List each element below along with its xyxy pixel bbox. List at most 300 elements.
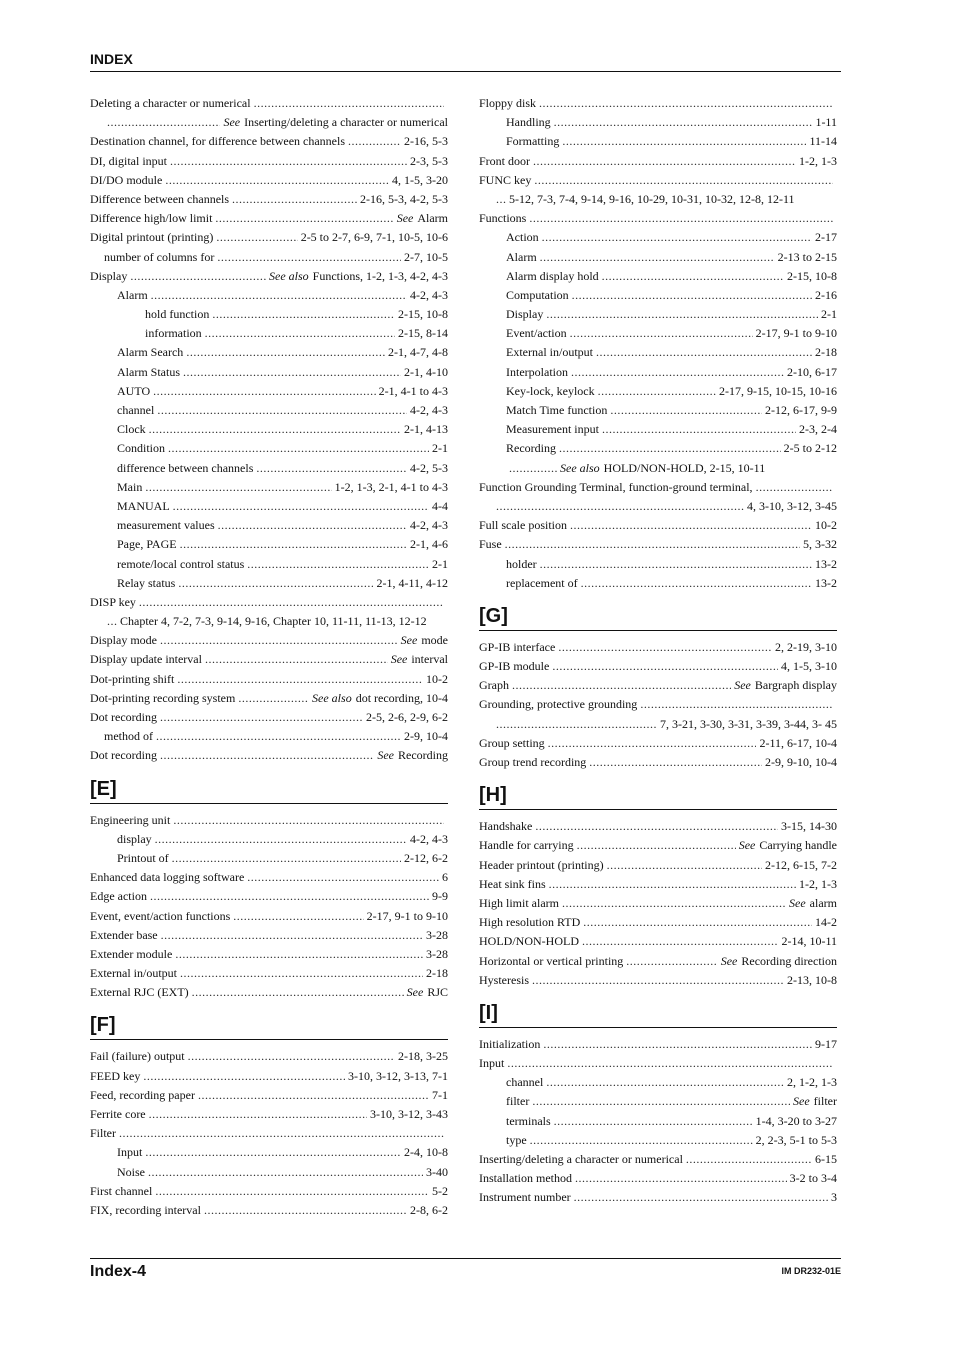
- index-entry: [479, 190, 837, 209]
- index-term: Formatting: [506, 134, 560, 149]
- index-entry: [479, 420, 837, 439]
- index-term: Display mode: [90, 633, 157, 648]
- page-references: 4-2, 4-3: [410, 287, 448, 302]
- index-section-heading: [479, 593, 837, 633]
- page-references: 2-12, 6-17, 9-9: [765, 403, 837, 417]
- page-references: RJC: [427, 985, 448, 1000]
- index-entry: [90, 1124, 448, 1143]
- index-term: Difference between channels: [90, 191, 230, 206]
- page-references: 10-2: [815, 518, 837, 533]
- index-term: Page, PAGE: [117, 537, 177, 552]
- leader-dots: [143, 1067, 345, 1086]
- leader-dots: [247, 555, 429, 574]
- leader-dots: [558, 638, 772, 657]
- index-entry: [90, 228, 448, 247]
- index-term: Alarm display hold: [506, 268, 599, 283]
- index-entry: [479, 459, 837, 478]
- page-references: 2-1: [432, 441, 448, 456]
- index-term: Heat sink fins: [479, 876, 546, 891]
- index-column-right: [479, 94, 837, 1208]
- page-references: Recording direction: [741, 953, 837, 968]
- page-references: 2-17, 9-1 to 9-10: [755, 326, 837, 341]
- index-entry: [479, 535, 837, 554]
- leader-dots: [168, 439, 429, 458]
- leader-dots: [216, 228, 297, 247]
- leader-dots: [180, 535, 407, 554]
- leader-dots: [626, 952, 717, 971]
- leader-dots: [507, 1054, 833, 1073]
- index-term: display: [117, 831, 152, 846]
- leader-dots: [602, 267, 784, 286]
- leader-dots: [215, 209, 393, 228]
- leader-dots: [582, 932, 778, 951]
- index-entry: [479, 209, 837, 228]
- leader-dots: [198, 1086, 429, 1105]
- index-term: Interpolation: [506, 364, 568, 379]
- index-term: Match Time function: [506, 403, 608, 417]
- leader-dots: [532, 1092, 790, 1111]
- index-entry: [90, 907, 448, 926]
- leader-dots: [509, 459, 557, 478]
- index-entry: [90, 132, 448, 151]
- page-references: 4-2, 5-3: [410, 460, 448, 475]
- section-letter: [E]: [90, 777, 117, 800]
- leader-dots: [212, 305, 395, 324]
- index-term: Input: [117, 1145, 143, 1160]
- index-term: Key-lock, keylock: [506, 383, 595, 398]
- index-term: HOLD/NON-HOLD: [479, 934, 579, 949]
- index-term: Filter: [90, 1126, 116, 1141]
- index-term: remote/local control status: [117, 556, 245, 571]
- leader-dots: [107, 113, 220, 132]
- leader-dots: [130, 267, 266, 286]
- index-entry: [90, 631, 448, 650]
- index-term: Condition: [117, 441, 166, 456]
- index-entry: [479, 657, 837, 676]
- see-reference: See: [400, 633, 418, 648]
- index-entry: [479, 248, 837, 267]
- index-term: Handshake: [479, 819, 533, 834]
- page-references: 2-17, 9-15, 10-15, 10-16: [719, 383, 837, 398]
- see-reference: See also: [269, 268, 309, 283]
- index-term: Destination channel, for difference between channels: [90, 134, 345, 149]
- page-references: 5-12, 7-3, 7-4, 9-14, 9-16, 10-29, 10-31, 10-32, 12-8, 12-11: [509, 191, 795, 206]
- index-term: Functions: [479, 211, 527, 226]
- index-entry: [90, 1201, 448, 1220]
- leader-dots: [529, 209, 833, 228]
- index-term: High resolution RTD: [479, 915, 581, 930]
- see-reference: See: [793, 1094, 810, 1109]
- leader-dots: [562, 894, 786, 913]
- index-term: DI, digital input: [90, 153, 167, 168]
- index-entry: [479, 497, 837, 516]
- leader-dots: [559, 439, 781, 458]
- page-references: Functions, 1-2, 1-3, 4-2, 4-3: [312, 268, 448, 283]
- index-entry: [90, 171, 448, 190]
- index-term: FIX, recording interval: [90, 1202, 201, 1217]
- page-references: dot recording, 10-4: [355, 690, 448, 705]
- index-entry: [90, 945, 448, 964]
- page-references: 4, 1-5, 3-20: [392, 172, 448, 187]
- page-references: 2-15, 10-8: [787, 268, 837, 283]
- index-entry: [90, 1067, 448, 1086]
- leader-dots: [254, 94, 444, 113]
- leader-dots: [233, 907, 363, 926]
- index-entry: [479, 439, 837, 458]
- page-references: 11-14: [809, 134, 837, 149]
- index-term: Dot recording: [90, 748, 157, 763]
- index-term: Difference high/low limit: [90, 211, 213, 226]
- leader-dots: [165, 171, 389, 190]
- page-references: 1-2, 1-3: [799, 153, 837, 168]
- index-entry: [479, 971, 837, 990]
- index-term: Action: [506, 230, 539, 245]
- index-term: channel: [506, 1075, 544, 1090]
- page-references: 2-4, 10-8: [404, 1145, 448, 1160]
- page-references: 2-5 to 2-12: [783, 441, 837, 456]
- leader-dots: [175, 945, 423, 964]
- index-entry: [90, 113, 448, 132]
- index-term: hold function: [145, 307, 210, 322]
- index-term: Fail (failure) output: [90, 1049, 185, 1064]
- section-rule: [479, 1027, 837, 1028]
- index-entry: [479, 555, 837, 574]
- index-term: information: [145, 326, 202, 341]
- see-reference: See: [390, 652, 408, 667]
- leader-dots: [170, 152, 407, 171]
- page-references: 2-13 to 2-15: [777, 249, 837, 264]
- index-term: Header printout (printing): [479, 857, 604, 872]
- page-references: 2-18, 3-25: [398, 1049, 448, 1064]
- index-term: Dot-printing shift: [90, 671, 175, 686]
- index-entry: [479, 952, 837, 971]
- leader-dots: [756, 478, 833, 497]
- index-entry: [90, 849, 448, 868]
- page-references: 2-7, 10-5: [404, 249, 448, 264]
- page-references: 2-5, 2-6, 2-9, 6-2: [366, 710, 448, 724]
- index-term: channel: [117, 403, 155, 417]
- index-term: DI/DO module: [90, 172, 163, 187]
- index-entry: [90, 478, 448, 497]
- page-references: 13-2: [815, 575, 837, 590]
- index-entry: [90, 926, 448, 945]
- index-term: Alarm Status: [117, 364, 180, 379]
- see-reference: See also: [312, 690, 352, 705]
- index-term: External RJC (EXT): [90, 985, 189, 1000]
- index-entry: [90, 612, 448, 631]
- index-term: Recording: [506, 441, 556, 456]
- index-term: Edge action: [90, 889, 147, 904]
- page-references: 2-15, 8-14: [398, 326, 448, 341]
- index-entry: [90, 267, 448, 286]
- index-term: Input: [479, 1056, 505, 1071]
- leader-dots: [183, 363, 401, 382]
- leader-dots: [610, 401, 762, 420]
- footer-rule: [90, 1258, 841, 1259]
- index-term: holder: [506, 556, 537, 571]
- index-term: Floppy disk: [479, 96, 537, 110]
- index-section-heading: [479, 990, 837, 1030]
- page-references: 2-12, 6-2: [404, 850, 448, 865]
- index-entry: [479, 94, 837, 113]
- index-entry: [90, 689, 448, 708]
- leader-dots: [539, 94, 833, 113]
- page-references: 2-10, 6-17: [787, 364, 837, 379]
- index-entry: [479, 753, 837, 772]
- index-entry: [90, 830, 448, 849]
- index-entry: [479, 1169, 837, 1188]
- index-term: External in/output: [90, 966, 177, 981]
- index-entry: [479, 382, 837, 401]
- index-term: Enhanced data logging software: [90, 870, 245, 885]
- page-references: 3-10, 3-12, 3-43: [370, 1107, 448, 1121]
- index-term: Graph: [479, 678, 509, 693]
- page-references: Bargraph display: [754, 678, 837, 693]
- page-references: 5, 3-32: [803, 537, 837, 552]
- page-references: 2-1, 4-7, 4-8: [388, 345, 448, 360]
- index-entry: [479, 817, 837, 836]
- index-term: Measurement input: [506, 422, 599, 437]
- leader-dots: [530, 1131, 753, 1150]
- leader-dots: [160, 746, 374, 765]
- page-references: 1-4, 3-20 to 3-27: [755, 1113, 837, 1128]
- leader-dots: [217, 248, 401, 267]
- leader-dots: [238, 689, 309, 708]
- see-reference: See: [789, 895, 806, 910]
- leader-dots: [596, 343, 812, 362]
- index-entry: [479, 228, 837, 247]
- index-entry: [479, 363, 837, 382]
- index-entry: [90, 248, 448, 267]
- index-term: Feed, recording paper: [90, 1087, 195, 1102]
- index-entry: [479, 171, 837, 190]
- page-references: 10-2: [426, 671, 448, 686]
- page-references: 2-18: [815, 345, 837, 360]
- index-entry: [479, 715, 837, 734]
- index-entry: [90, 286, 448, 305]
- index-entry: [90, 439, 448, 458]
- index-entry: [479, 286, 837, 305]
- page-references: 7-1: [432, 1087, 448, 1102]
- leader-dots: [583, 913, 812, 932]
- leader-dots: [581, 574, 812, 593]
- page-references: 13-2: [815, 556, 837, 571]
- page-references: 2-16: [815, 287, 837, 302]
- index-term: difference between channels: [117, 460, 254, 475]
- index-term: Dot-printing recording system: [90, 690, 236, 705]
- index-entry: [90, 497, 448, 516]
- index-term: type: [506, 1132, 527, 1147]
- leader-dots: [543, 1035, 812, 1054]
- index-term: Horizontal or vertical printing: [479, 953, 624, 968]
- page-references: 1-2, 1-3: [799, 876, 837, 891]
- index-term: Ferrite core: [90, 1107, 146, 1121]
- index-entry: [90, 964, 448, 983]
- leader-dots: [602, 420, 796, 439]
- leader-dots: [570, 516, 812, 535]
- index-entry: [90, 324, 448, 343]
- index-term: Hysteresis: [479, 972, 529, 987]
- index-section-heading: [90, 1002, 448, 1042]
- leader-dots: [577, 836, 736, 855]
- index-term: GP-IB interface: [479, 639, 556, 654]
- index-term: Full scale position: [479, 518, 567, 533]
- index-entry: [479, 1131, 837, 1150]
- index-term: terminals: [506, 1113, 551, 1128]
- leader-dots: [570, 324, 753, 343]
- index-entry: [479, 894, 837, 913]
- page-header-title: INDEX: [90, 51, 133, 67]
- leader-dots: [150, 887, 429, 906]
- leader-dots: [160, 708, 363, 727]
- page-references: 6-15: [815, 1152, 837, 1166]
- page-references: 2-11, 6-17, 10-4: [759, 735, 837, 750]
- leader-dots: [157, 401, 407, 420]
- index-term: Extender base: [90, 927, 158, 942]
- index-entry: [479, 343, 837, 362]
- index-entry: [90, 868, 448, 887]
- index-entry: [479, 478, 837, 497]
- index-entry: [479, 875, 837, 894]
- leader-dots: [205, 324, 395, 343]
- index-entry: [479, 695, 837, 714]
- index-term: Display: [506, 307, 544, 322]
- index-entry: [479, 132, 837, 151]
- leader-dots: [119, 1124, 444, 1143]
- leader-dots: [156, 727, 401, 746]
- index-entry: [479, 836, 837, 855]
- index-section-heading: [90, 766, 448, 806]
- index-term: Deleting a character or numerical: [90, 96, 251, 110]
- leader-dots: [540, 555, 812, 574]
- index-entry: [90, 401, 448, 420]
- index-term: Alarm: [117, 287, 148, 302]
- page-references: 2-15, 10-8: [398, 307, 448, 322]
- leader-dots: [512, 676, 731, 695]
- page-references: 2-8, 6-2: [410, 1202, 448, 1217]
- leader-dots: [548, 734, 757, 753]
- see-reference: See also: [560, 460, 600, 475]
- leader-dots: [575, 1169, 787, 1188]
- index-entry: [479, 638, 837, 657]
- see-reference: See: [406, 985, 424, 1000]
- index-term: method of: [104, 729, 153, 744]
- leader-dots: [178, 574, 373, 593]
- leader-dots: [542, 228, 812, 247]
- leader-dots: [148, 1163, 423, 1182]
- index-term: Group trend recording: [479, 755, 587, 769]
- index-term: Front door: [479, 153, 530, 168]
- page-references: Chapter 4, 7-2, 7-3, 9-14, 9-16, Chapter 10, 11-11, 11-13, 12-12: [120, 614, 427, 629]
- index-entry: [479, 676, 837, 695]
- index-entry: [479, 401, 837, 420]
- index-term: MANUAL: [117, 498, 170, 513]
- index-term: Grounding, protective grounding: [479, 697, 638, 712]
- index-term: Initialization: [479, 1036, 541, 1051]
- page-references: 2-17, 9-1 to 9-10: [366, 908, 448, 923]
- index-term: Group setting: [479, 735, 545, 750]
- index-term: Installation method: [479, 1171, 572, 1186]
- section-rule: [479, 630, 837, 631]
- index-entry: [90, 343, 448, 362]
- index-entry: [90, 708, 448, 727]
- index-entry: [479, 1092, 837, 1111]
- see-reference: See: [377, 748, 394, 763]
- index-entry: [90, 152, 448, 171]
- leader-dots: [549, 875, 796, 894]
- leader-dots: [571, 363, 784, 382]
- index-entry: [90, 94, 448, 113]
- index-section-heading: [479, 772, 837, 812]
- leader-dots: [546, 305, 818, 324]
- index-term: Instrument number: [479, 1190, 571, 1205]
- leader-dots: [247, 868, 439, 887]
- see-reference: See: [223, 115, 241, 130]
- leader-dots: [160, 631, 398, 650]
- page-references: 2-1, 4-10: [404, 364, 448, 379]
- page-references: 7, 3-21, 3-30, 3-31, 3-39, 3-44, 3- 45: [660, 716, 837, 731]
- index-entry: [90, 650, 448, 669]
- index-term: Extender module: [90, 946, 173, 961]
- section-rule: [479, 809, 837, 810]
- page-references: 3-15, 14-30: [781, 819, 837, 834]
- leader-dots: [151, 286, 407, 305]
- page-references: 2-1, 4-13: [404, 422, 448, 437]
- index-entry: [90, 983, 448, 1002]
- leader-dots: [172, 849, 401, 868]
- index-entry: [90, 535, 448, 554]
- leader-dots: [532, 971, 784, 990]
- page-references: 9-9: [432, 889, 448, 904]
- index-term: Engineering unit: [90, 812, 171, 827]
- leader-dots: [192, 983, 404, 1002]
- index-entry: [90, 209, 448, 228]
- index-entry: [90, 1105, 448, 1124]
- document-id: IM DR232-01E: [781, 1266, 841, 1276]
- index-term: Handling: [506, 115, 551, 130]
- page-references: 2-17: [815, 230, 837, 245]
- index-term: DISP key: [90, 594, 136, 609]
- index-term: First channel: [90, 1183, 153, 1198]
- index-term: Fuse: [479, 537, 502, 552]
- index-term: measurement values: [117, 518, 215, 533]
- page-references: 4-2, 4-3: [410, 831, 448, 846]
- index-entry: [479, 305, 837, 324]
- page-references: 2-5 to 2-7, 6-9, 7-1, 10-5, 10-6: [300, 230, 448, 245]
- index-term: Relay status: [117, 575, 176, 590]
- index-entry: [479, 734, 837, 753]
- index-entry: [90, 190, 448, 209]
- index-term: FUNC key: [479, 172, 532, 187]
- page-references: 2-18: [426, 966, 448, 981]
- leader-dots: [540, 248, 775, 267]
- index-term: Clock: [117, 422, 146, 437]
- index-term: Display: [90, 268, 128, 283]
- leader-dots: [496, 497, 744, 516]
- page-references: 3-2 to 3-4: [789, 1171, 837, 1186]
- index-entry: [90, 1163, 448, 1182]
- index-term: External in/output: [506, 345, 593, 360]
- leader-dots: [232, 190, 357, 209]
- page-references: 14-2: [815, 915, 837, 930]
- page-references: 4-4: [432, 498, 448, 513]
- leader-dots: [161, 926, 423, 945]
- index-term: Handle for carrying: [479, 838, 574, 853]
- leader-dots: [572, 286, 812, 305]
- page-references: 4-2, 4-3: [410, 403, 448, 417]
- page-references: 2-16, 5-3, 4-2, 5-3: [360, 191, 448, 206]
- page-references: mode: [421, 633, 448, 648]
